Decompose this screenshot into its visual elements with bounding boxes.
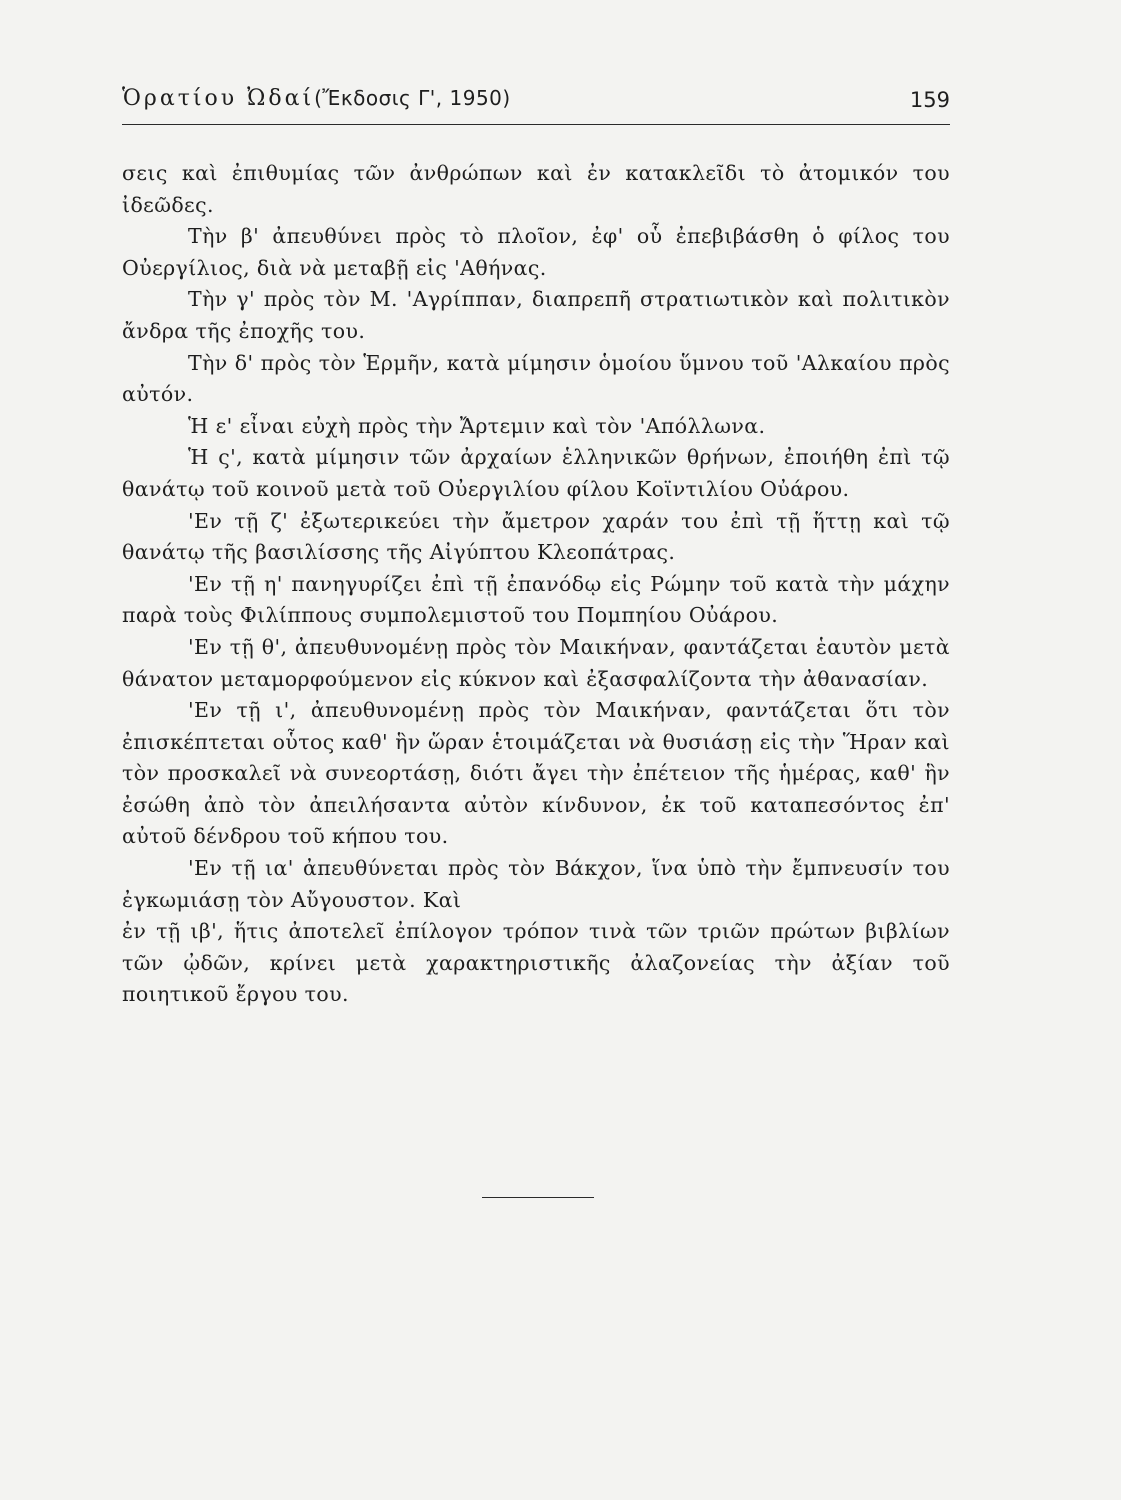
paragraph-ode-4: Τὴν δ' πρὸς τὸν Ἑρμῆν, κατὰ μίμησιν ὁμοίου ὕμνου τοῦ 'Αλκαίου πρὸς αὐτόν. — [122, 350, 950, 407]
running-head — [122, 82, 950, 122]
paragraph-ode-11: 'Εν τῇ ια' ἀπευθύνεται πρὸς τὸν Βάκχον, ἵνα ὑπὸ τὴν ἔμπνευσίν του ἐγκωμιάσῃ τὸν Αὔγουστον. Καὶ — [122, 856, 950, 912]
header-rule — [122, 124, 950, 125]
edition-note: (Ἔκδοσις Γ', 1950) — [314, 86, 511, 110]
paragraph-ode-12: ἐν τῇ ιβ', ἥτις ἀποτελεῖ ἐπίλογον τρόπον τινὰ τῶν τριῶν πρώτων βιβλίων τῶν ᾠδῶν, κρίνει μετὰ χαρακτηριστικῆς ἀλαζονείας τὴν ἀξίαν τοῦ ποιητικοῦ ἔργου του. — [122, 919, 950, 1007]
paragraph-ode-5: Ἡ ε' εἶναι εὐχὴ πρὸς τὴν Ἄρτεμιν καὶ τὸν 'Απόλλωνα. — [188, 413, 766, 438]
paragraph-ode-2: Τὴν β' ἀπευθύνει πρὸς τὸ πλοῖον, ἐφ' οὗ ἐπεβιβάσθη ὁ φίλος του Οὐεργίλιος, διὰ νὰ μεταβῇ εἰς 'Αθήνας. — [122, 224, 950, 280]
paragraph-continuation: σεις καὶ ἐπιθυμίας τῶν ἀνθρώπων καὶ ἐν κατακλεῖδι τὸ ἀτομικόν του ἰδεῶδες. — [122, 161, 950, 217]
paragraph-ode-9: 'Εν τῇ θ', ἀπευθυνομένῃ πρὸς τὸν Μαικήναν, φαντάζεται ἑαυτὸν μετὰ θάνατον μεταμορφούμενον εἰς κύκνον καὶ ἐξασφαλίζοντα τὴν ἀθανασίαν. — [122, 634, 950, 691]
paragraph-ode-6: Ἡ ς', κατὰ μίμησιν τῶν ἀρχαίων ἑλληνικῶν θρήνων, ἐποιήθη ἐπὶ τῷ θανάτῳ τοῦ κοινοῦ μετὰ τοῦ Οὐεργιλίου φίλου Κοϊντιλίου Οὐάρου. — [122, 445, 950, 501]
page-number: 159 — [909, 88, 950, 112]
paragraph-ode-3: Τὴν γ' πρὸς τὸν Μ. 'Αγρίππαν, διαπρεπῆ στρατιωτικὸν καὶ πολιτικὸν ἄνδρα τῆς ἐποχῆς του. — [122, 287, 950, 343]
paragraph-ode-8: 'Εν τῇ η' πανηγυρίζει ἐπὶ τῇ ἐπανόδῳ εἰς Ρώμην τοῦ κατὰ τὴν μάχην παρὰ τοὺς Φιλίππους συμπολεμιστοῦ του Πομπηίου Οὐάρου. — [122, 571, 950, 628]
book-title: Ὁρατίου Ὠδαί — [122, 86, 315, 111]
paragraph-ode-7: 'Εν τῇ ζ' ἐξωτερικεύει τὴν ἄμετρον χαράν του ἐπὶ τῇ ἥττῃ καὶ τῷ θανάτῳ τῆς βασιλίσσης τῆς Αἰγύπτου Κλεοπάτρας. — [122, 508, 950, 565]
end-rule — [482, 1197, 594, 1198]
running-head-title — [122, 86, 511, 111]
paragraph-ode-10: 'Εν τῇ ι', ἀπευθυνομένῃ πρὸς τὸν Μαικήναν, φαντάζεται ὅτι τὸν ἐπισκέπτεται οὗτος καθ' ἣν ὥραν ἑτοιμάζεται νὰ θυσιάσῃ εἰς τὴν Ἥραν καὶ τὸν προσκαλεῖ νὰ συνεορτάσῃ, διότι ἄγει τὴν ἐπέτειον τῆς ἡμέρας, καθ' ἣν ἐσώθη ἀπὸ τὸν ἀπειλήσαντα αὐτὸν κίνδυνον, ἐκ τοῦ καταπεσόντος ἐπ' αὐτοῦ δένδρου τοῦ κήπου του. — [122, 698, 950, 849]
body-text — [122, 158, 950, 1011]
